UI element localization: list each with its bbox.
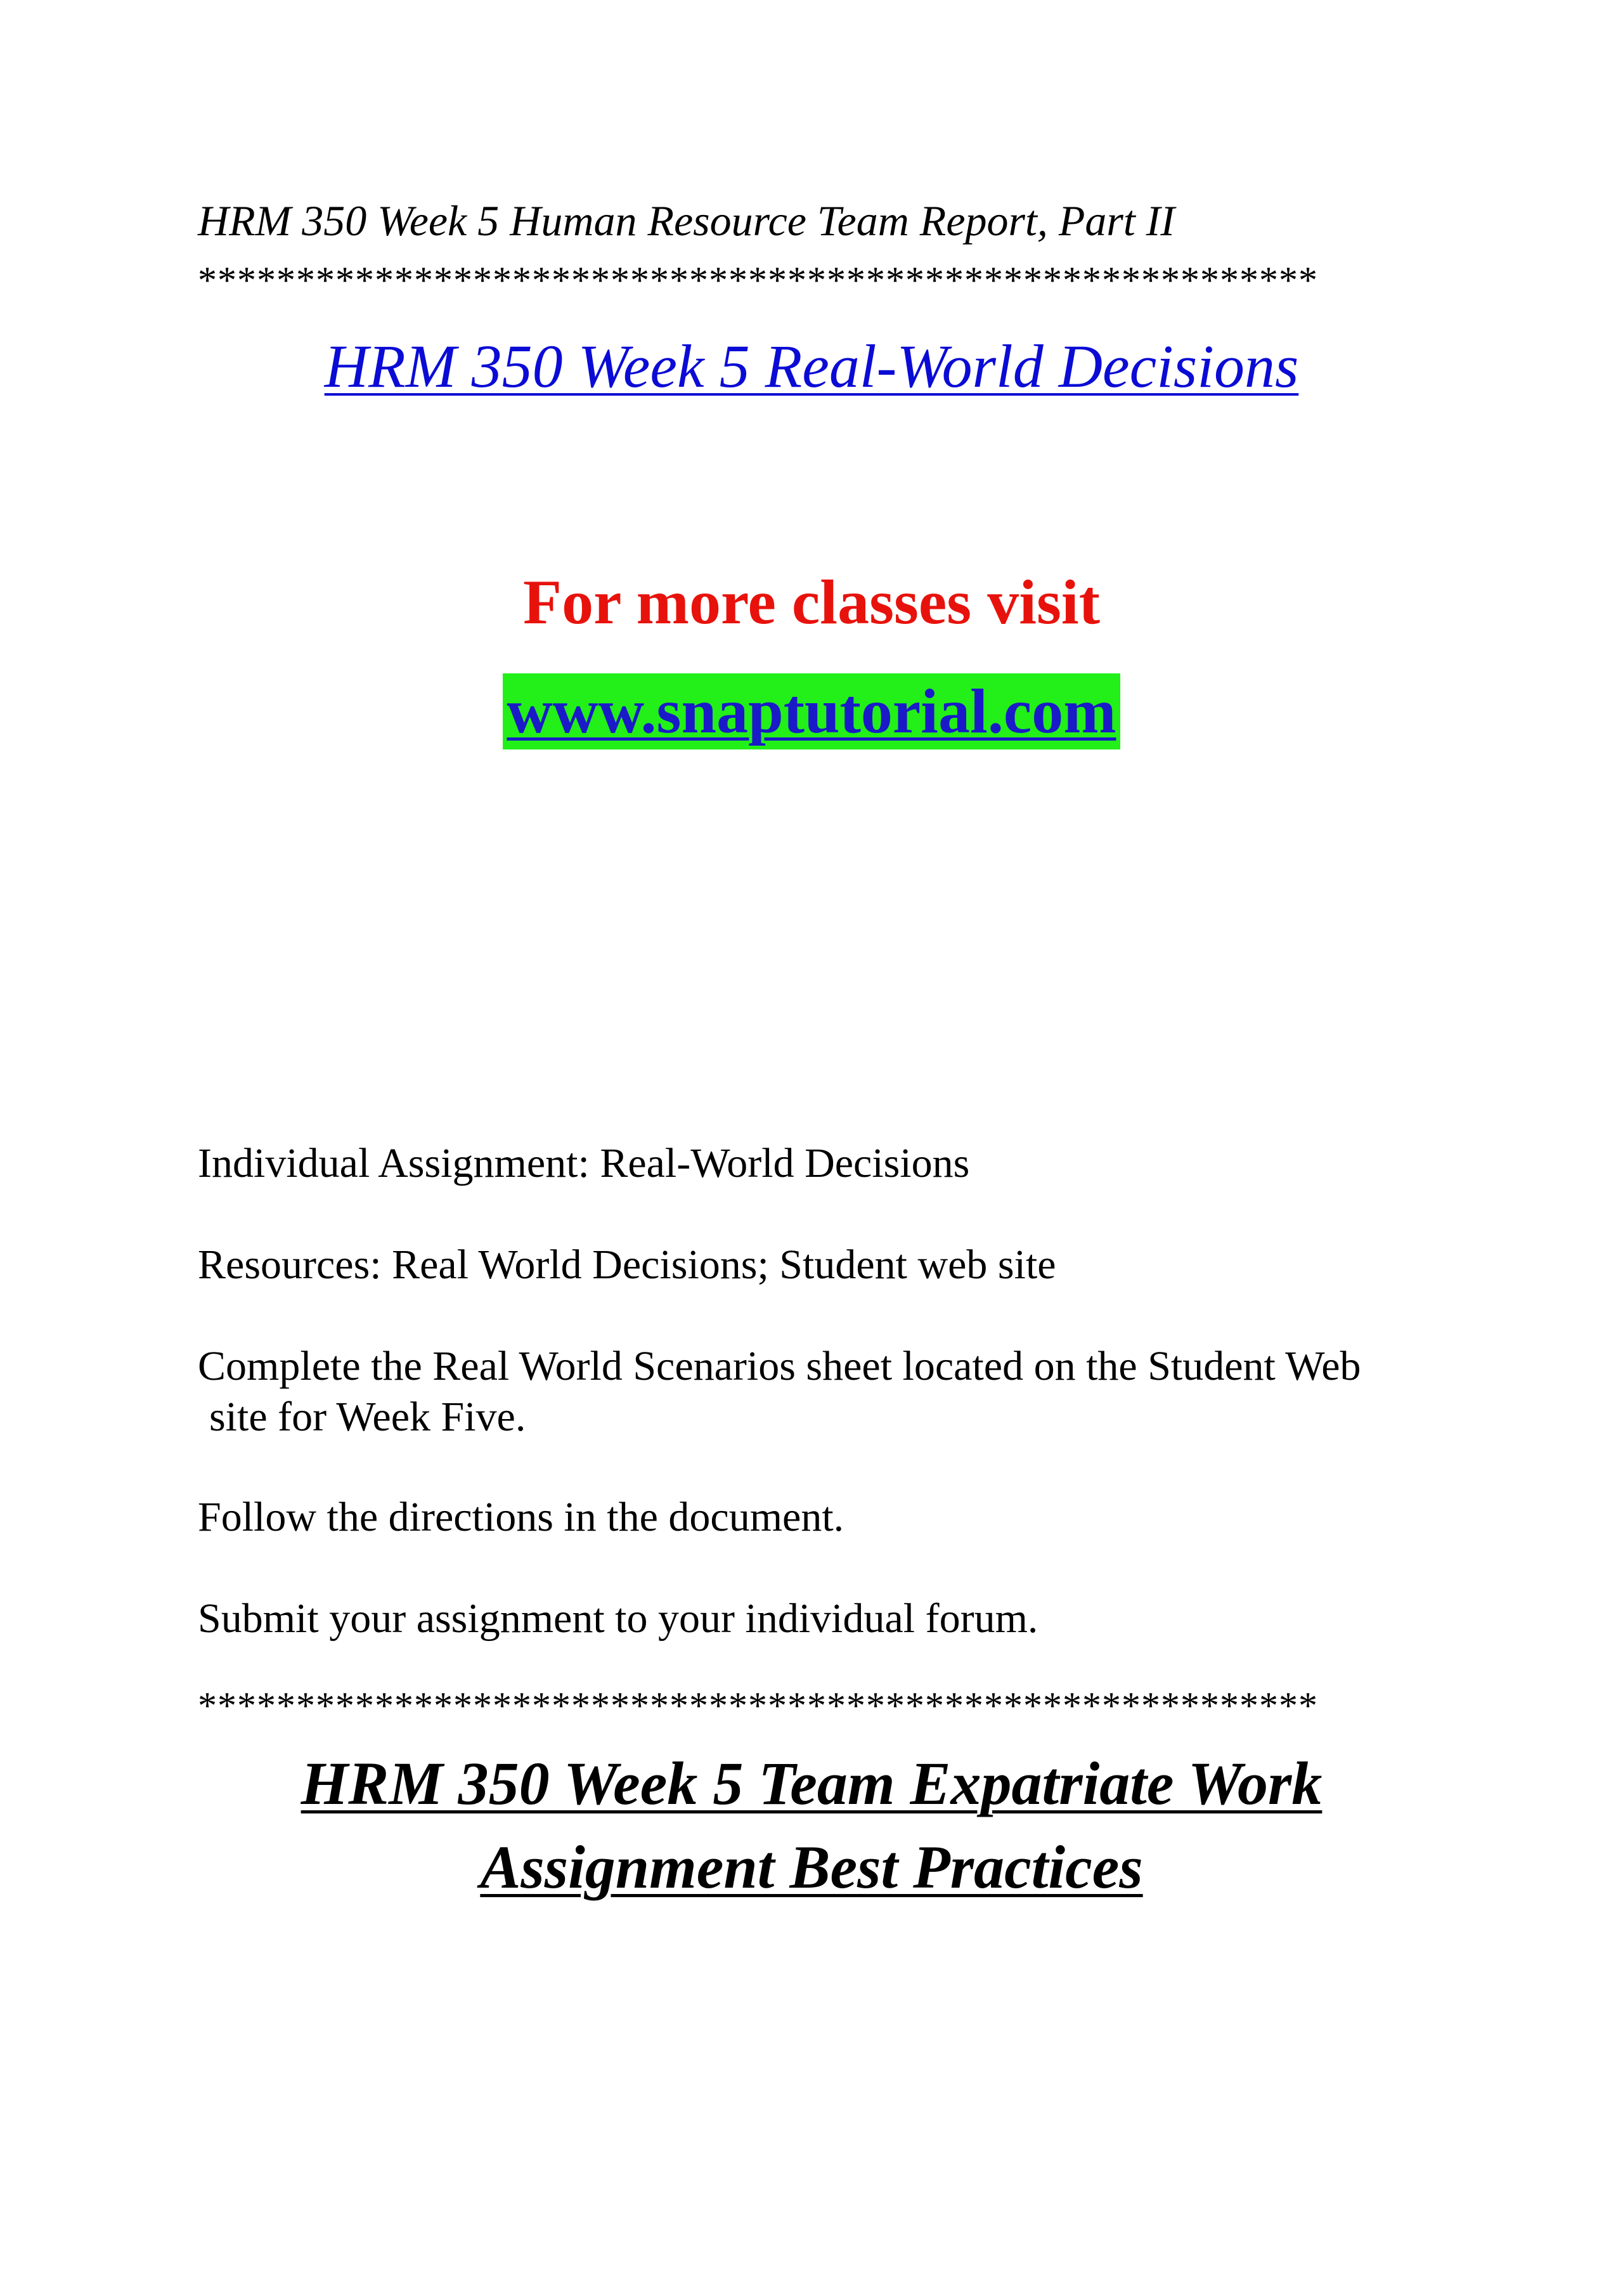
promo-url-container: [0, 673, 1623, 768]
promo-text: For more classes visit: [522, 567, 1100, 637]
instruction-paragraph-line2: site for Week Five.: [209, 1394, 526, 1440]
resources-paragraph: Resources: Real World Decisions; Student web site: [198, 1242, 1056, 1288]
separator-bottom: *********************************************************: [198, 1687, 1318, 1725]
next-item-title-line1-container: [0, 1742, 1623, 1825]
instruction-paragraph-line1: Complete the Real World Scenarios sheet located on the Student Web: [198, 1343, 1361, 1389]
previous-item-title: HRM 350 Week 5 Human Resource Team Report, Part II: [198, 197, 1175, 245]
item-title: [0, 330, 1623, 403]
submit-paragraph: Submit your assignment to your individual forum.: [198, 1595, 1038, 1642]
next-item-title-line2-container: [0, 1826, 1623, 1909]
item-title-link[interactable]: HRM 350 Week 5 Real-World Decisions: [324, 332, 1299, 400]
separator-top: *********************************************************: [198, 261, 1318, 299]
next-item-title-line1[interactable]: HRM 350 Week 5 Team Expatriate Work: [301, 1749, 1322, 1817]
next-item-title-line2[interactable]: Assignment Best Practices: [480, 1833, 1143, 1901]
follow-paragraph: Follow the directions in the document.: [198, 1494, 844, 1540]
promo-url-link[interactable]: www.snaptutorial.com: [503, 673, 1120, 749]
assignment-paragraph: Individual Assignment: Real-World Decisions: [198, 1140, 970, 1186]
